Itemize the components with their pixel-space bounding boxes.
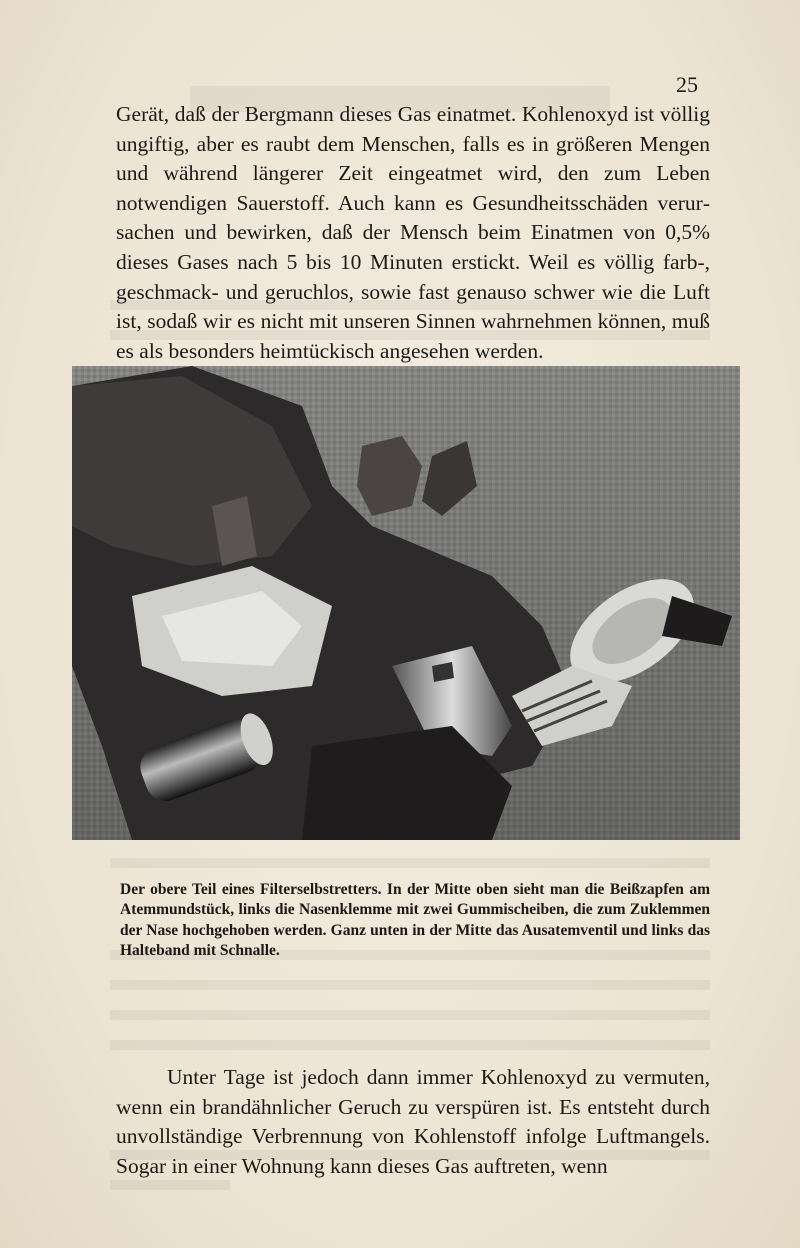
photo-illustration	[72, 366, 740, 840]
page-number: 25	[676, 72, 698, 97]
paragraph-text: Unter Tage ist jedoch dann immer Kohlenoxyd zu vermuten, wenn ein brandähnlicher Geruch zu verspüren ist. Es entsteht durch unvollständige Verbrennung von Kohlenstoff infolge Luftmangels. Sogar in einer Wohnung kann dieses Gas auftreten, wenn	[116, 1065, 710, 1178]
photo-caption: Der obere Teil eines Filterselbstretters. In der Mitte oben sieht man die Beißzapfen am Atemmundstück, links die Nasenklemme mit zwei Gummischeiben, die zum Zuklemmen der Nase hochgehoben werden. Ganz unten in der Mitte das Ausatemventil und links das Halteband mit Schnalle.	[120, 881, 710, 960]
photo-filter-self-rescuer	[72, 366, 740, 840]
body-paragraph-top	[116, 100, 710, 366]
paragraph-text: Gerät, daß der Bergmann dieses Gas einatmet. Kohlenoxyd ist völlig ungiftig, aber es raubt dem Menschen, falls es in größeren Mengen und während längerer Zeit eingeatmet wird, den zum Leben notwendigen Sauerstoff. Auch kann es Gesundheitsschäden verursachen und bewirken, daß der Mensch beim Einatmen von 0,5% dieses Gases nach 5 bis 10 Minuten erstickt. Weil es völlig farb-, geschmack- und geruchlos, sowie fast genauso schwer wie die Luft ist, sodaß wir es nicht mit unseren Sinnen wahrnehmen können, muß es als besonders heimtückisch angesehen werden.	[116, 102, 710, 363]
body-paragraph-bottom	[116, 1063, 710, 1181]
